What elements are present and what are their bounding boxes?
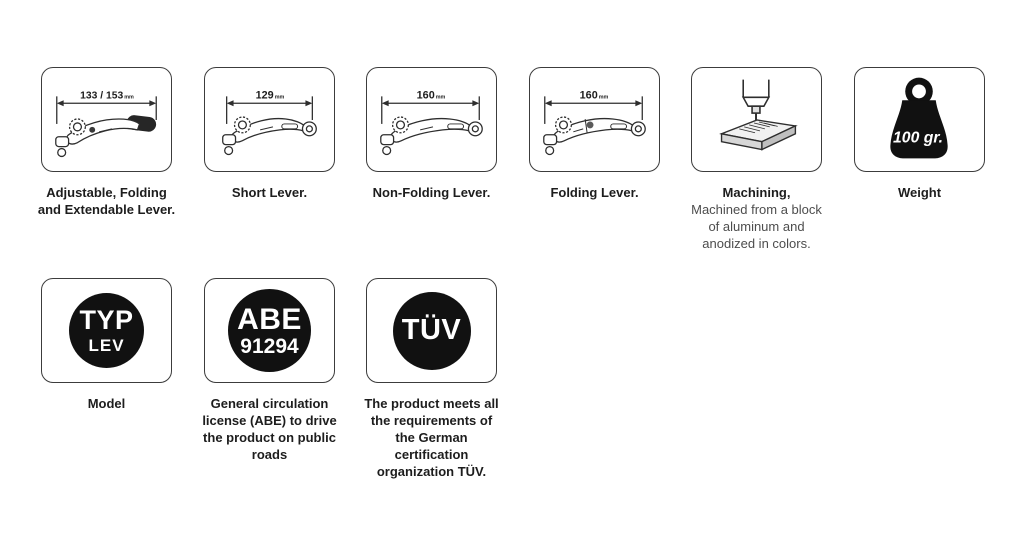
caption-line: the product on public [203, 430, 336, 445]
folding-lever-card-frame [529, 67, 660, 172]
caption-machining-description [675, 201, 838, 252]
folding-lever-icon [530, 67, 659, 172]
feature-card-tuv [350, 278, 513, 480]
short-lever-icon [205, 67, 334, 172]
caption-line: Model [87, 396, 126, 411]
caption-line: the requirements of [370, 413, 493, 428]
feature-card-weight [838, 67, 1001, 201]
caption-model [25, 395, 188, 412]
caption-line: The product meets all [364, 396, 499, 411]
badge-text-bottom: LEV [88, 336, 125, 355]
weight-value-label: 100 gr. [893, 129, 943, 147]
caption-line: certification [394, 447, 469, 462]
caption-line: of aluminum and [708, 219, 805, 234]
caption-abe [188, 395, 351, 463]
feature-card-short-lever [188, 67, 351, 201]
badge-text-top: TÜV [401, 314, 462, 346]
caption-tuv [350, 395, 513, 480]
caption-line: the German [395, 430, 468, 445]
caption-line: Machined from a block [691, 202, 822, 217]
feature-card-nonfolding-lever [350, 67, 513, 201]
caption-line: Non-Folding Lever. [372, 185, 491, 200]
caption-line: roads [251, 447, 288, 462]
nonfolding-lever-card-frame [366, 67, 497, 172]
badge-text-bottom: 91294 [240, 334, 299, 358]
caption-folding-lever [513, 184, 676, 201]
badge-text-top: ABE [237, 302, 302, 336]
machining-card-frame [691, 67, 822, 172]
caption-line: Short Lever. [231, 185, 308, 200]
caption-line: organization TÜV. [376, 464, 487, 479]
caption-line: anodized in colors. [702, 236, 811, 251]
caption-line: Machining, [722, 185, 791, 200]
caption-line: Weight [897, 185, 942, 200]
caption-line: and Extendable Lever. [37, 202, 176, 217]
dimension-label: 160mm [416, 89, 446, 102]
model-card-frame [41, 278, 172, 383]
machining-icon [692, 67, 821, 172]
caption-line: Folding Lever. [550, 185, 639, 200]
abe-badge [228, 289, 311, 372]
caption-weight [838, 184, 1001, 201]
tuv-badge [393, 292, 471, 370]
tuv-card-frame [366, 278, 497, 383]
short-lever-card-frame [204, 67, 335, 172]
feature-card-adjustable-lever [25, 67, 188, 218]
dimension-label: 133 / 153mm [80, 90, 134, 102]
weight-icon [855, 67, 984, 172]
dimension-label: 129mm [255, 89, 285, 102]
feature-card-folding-lever [513, 67, 676, 201]
feature-card-abe [188, 278, 351, 463]
adjustable-lever-card-frame [41, 67, 172, 172]
caption-machining-title [675, 184, 838, 201]
feature-card-machining [675, 67, 838, 252]
caption-line: Adjustable, Folding [46, 185, 167, 200]
caption-nonfolding-lever [350, 184, 513, 201]
nonfolding-lever-icon [367, 67, 496, 172]
abe-card-frame [204, 278, 335, 383]
dimension-label: 160mm [579, 89, 609, 102]
caption-line: license (ABE) to drive [202, 413, 337, 428]
badge-text-top: TYP [79, 305, 134, 335]
feature-card-model [25, 278, 188, 412]
caption-short-lever [188, 184, 351, 201]
caption-adjustable-lever [25, 184, 188, 218]
caption-line: General circulation [210, 396, 329, 411]
typ-lev-badge [69, 293, 144, 368]
adjustable-lever-icon [42, 67, 171, 172]
weight-card-frame [854, 67, 985, 172]
